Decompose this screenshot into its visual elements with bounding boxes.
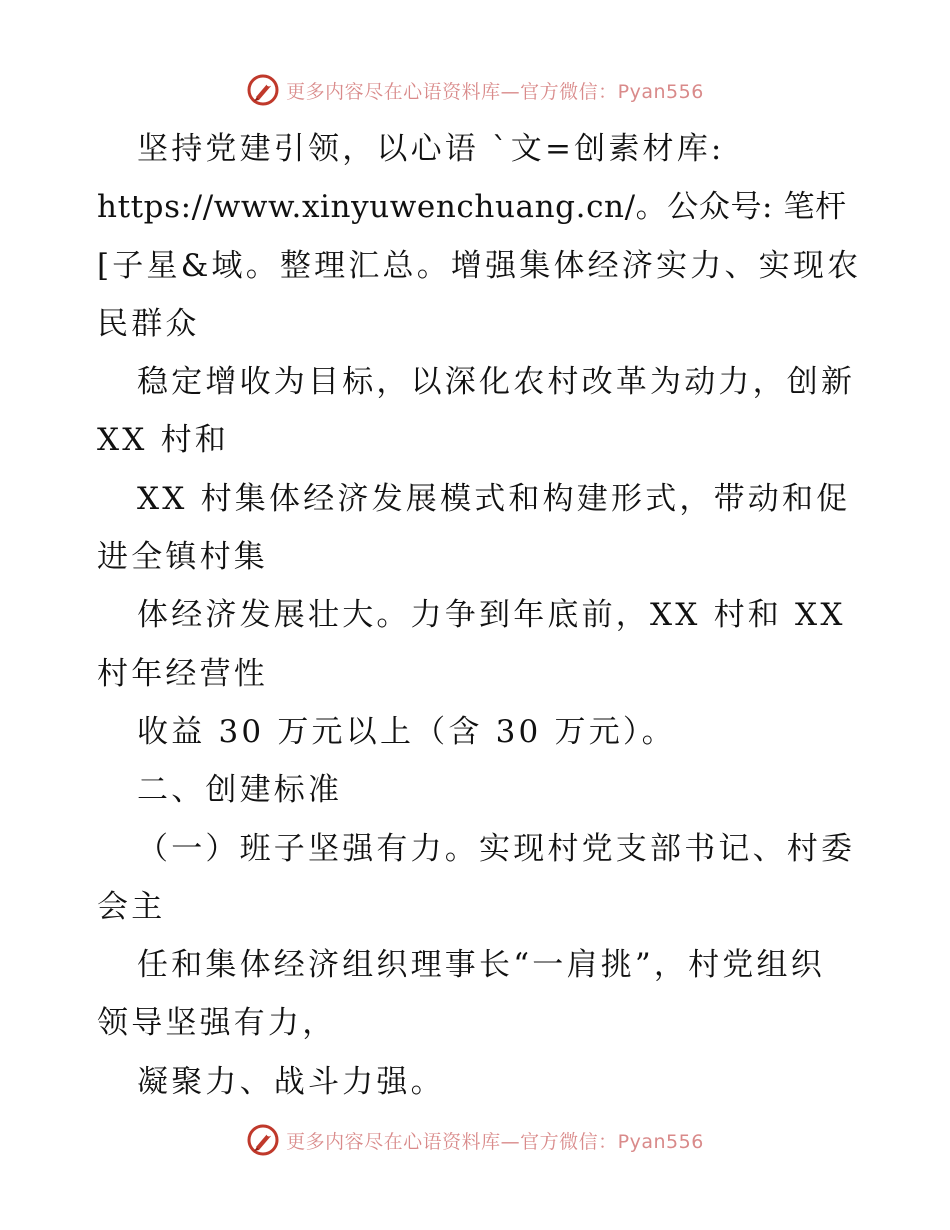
header-banner xyxy=(0,70,950,110)
body-line: 体经济发展壮大。力争到年底前，XX 村和 XX xyxy=(137,597,846,634)
footer-banner-text: 更多内容尽在心语资料库—官方微信：Pyan556 xyxy=(286,1130,704,1153)
body-line: XX 村集体经济发展模式和构建形式，带动和促 xyxy=(137,480,851,517)
body-line: 凝聚力、战斗力强。 xyxy=(137,1063,445,1100)
body-line: 坚持党建引领，以心语 ˋ文=创素材库: xyxy=(137,131,725,167)
header-banner-text: 更多内容尽在心语资料库—官方微信：Pyan556 xyxy=(286,80,704,103)
body-line: 稳定增收为目标，以深化农村改革为动力，创新 xyxy=(137,364,856,401)
pen-nib-logo-icon xyxy=(246,73,280,107)
body-line: 民群众 xyxy=(97,305,200,342)
body-line: XX 村和 xyxy=(97,422,229,459)
body-line: 会主 xyxy=(97,888,166,925)
pen-nib-logo-icon xyxy=(246,1123,280,1157)
body-line: 领导坚强有力， xyxy=(97,1005,337,1042)
body-line: https://www.xinyuwenchuang.cn/。公众号: 笔杆 xyxy=(97,189,847,226)
section-heading: 二、创建标准 xyxy=(137,772,343,809)
body-line: 村年经营性 xyxy=(97,655,268,692)
footer-banner xyxy=(0,1120,950,1160)
body-line: 进全镇村集 xyxy=(97,539,268,576)
document-body xyxy=(97,120,862,1111)
body-line: [子星&域。整理汇总。增强集体经济实力、实现农 xyxy=(97,247,862,284)
body-line: 任和集体经济组织理事长“一肩挑”，村党组织 xyxy=(137,947,825,984)
body-line: 收益 30 万元以上（含 30 万元）。 xyxy=(137,713,676,750)
body-line: （一）班子坚强有力。实现村党支部书记、村委 xyxy=(137,830,856,867)
